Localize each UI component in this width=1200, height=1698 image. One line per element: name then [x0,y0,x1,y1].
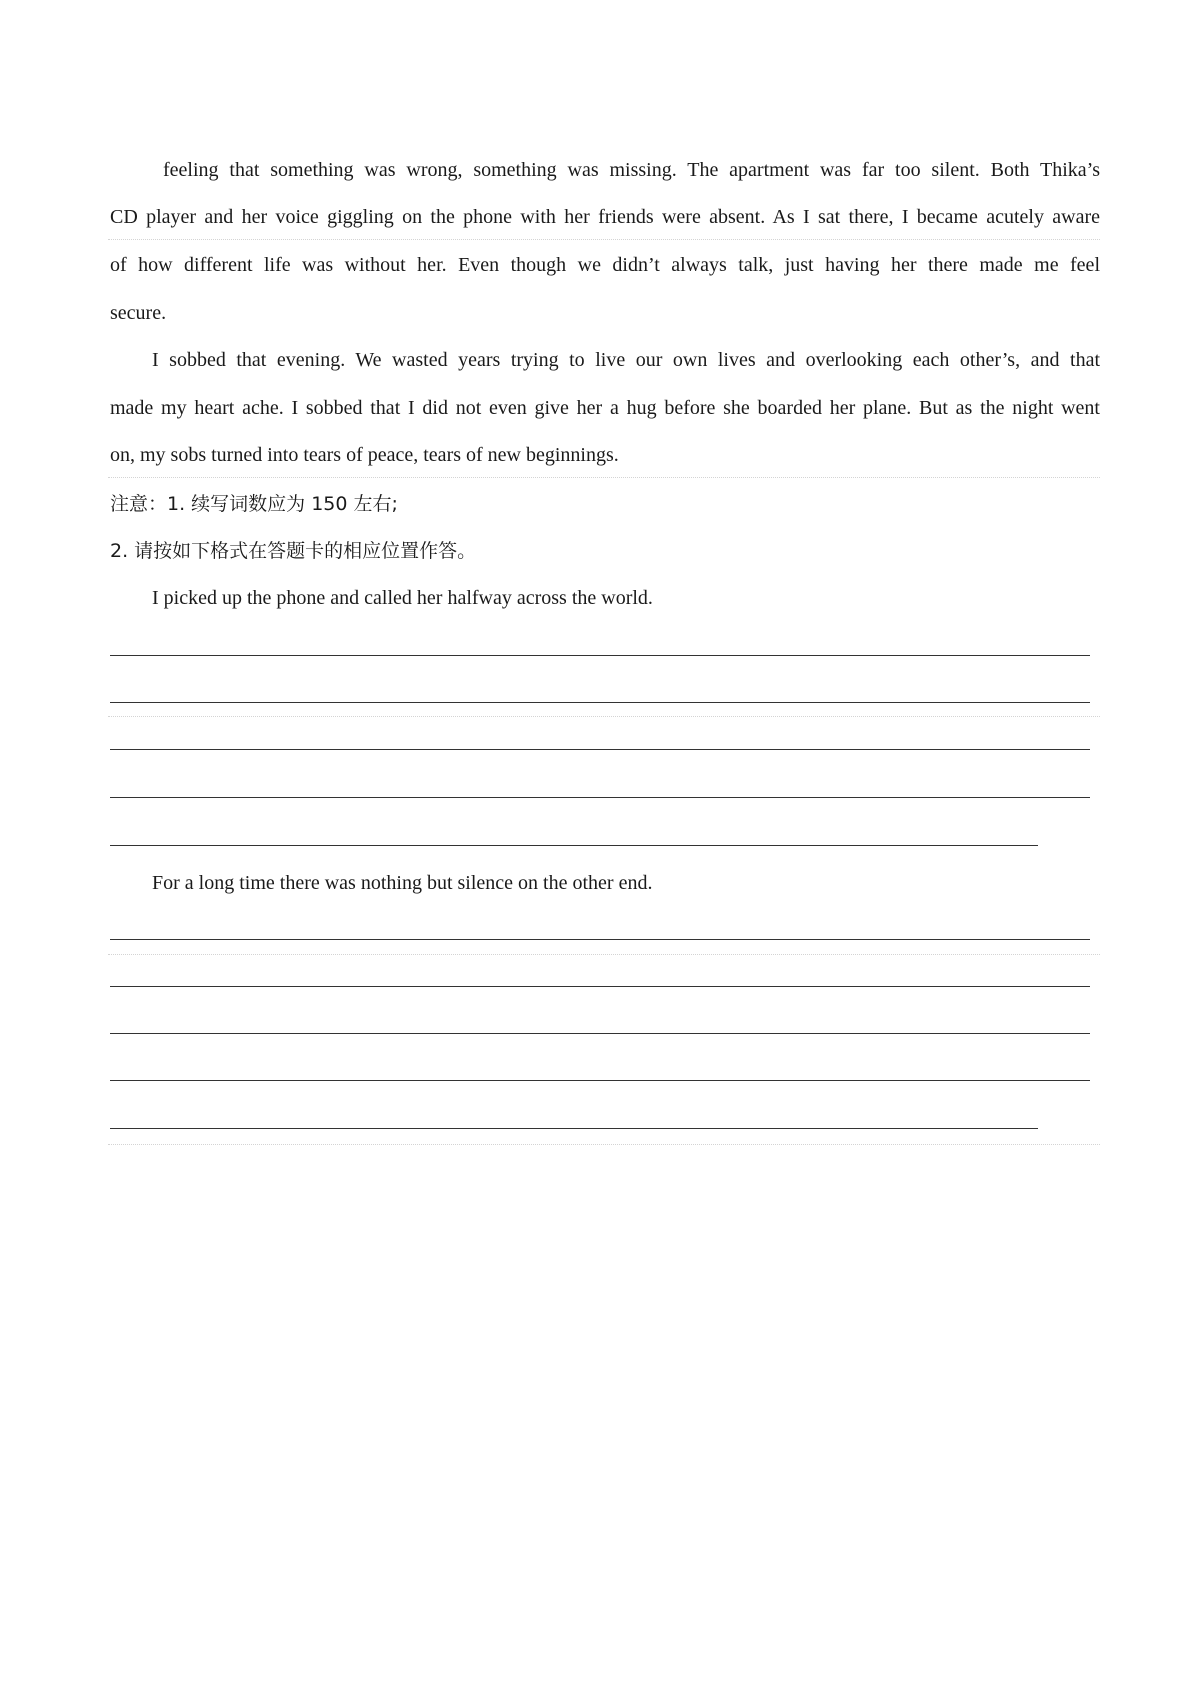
answer-line[interactable] [110,1080,1090,1081]
note-answer-format: 2. 请按如下格式在答题卡的相应位置作答。 [110,540,477,562]
passage-line: on, my sobs turned into tears of peace, tears of new beginnings. [110,444,619,466]
answer-line[interactable] [110,1128,1038,1129]
answer-line[interactable] [110,845,1038,846]
answer-line[interactable] [110,702,1090,703]
passage-line: secure. [110,302,167,324]
answer-line[interactable] [110,749,1090,750]
answer-line[interactable] [110,939,1090,940]
answer-line[interactable] [110,986,1090,987]
answer-line[interactable] [110,655,1090,656]
dotted-divider [108,1144,1100,1145]
passage-line: CD player and her voice giggling on the phone with her friends were absent. As I sat there, I became acutely aware [110,206,1100,228]
dotted-divider [108,716,1100,717]
answer-line[interactable] [110,797,1090,798]
passage-line: of how different life was without her. Even though we didn’t always talk, just having her there made me feel [110,254,1100,276]
dotted-divider [108,477,1100,478]
continuation-prompt-2: For a long time there was nothing but silence on the other end. [152,872,653,894]
note-word-count: 注意：1. 续写词数应为 150 左右; [110,493,398,515]
continuation-prompt-1: I picked up the phone and called her halfway across the world. [152,587,653,609]
passage-line: feeling that something was wrong, something was missing. The apartment was far too silent. Both Thika’s [163,159,1100,181]
passage-line: made my heart ache. I sobbed that I did not even give her a hug before she boarded her plane. But as the night went [110,397,1100,419]
dotted-divider [108,239,1100,240]
answer-line[interactable] [110,1033,1090,1034]
passage-line: I sobbed that evening. We wasted years trying to live our own lives and overlooking each other’s, and that [152,349,1100,371]
dotted-divider [108,954,1100,955]
